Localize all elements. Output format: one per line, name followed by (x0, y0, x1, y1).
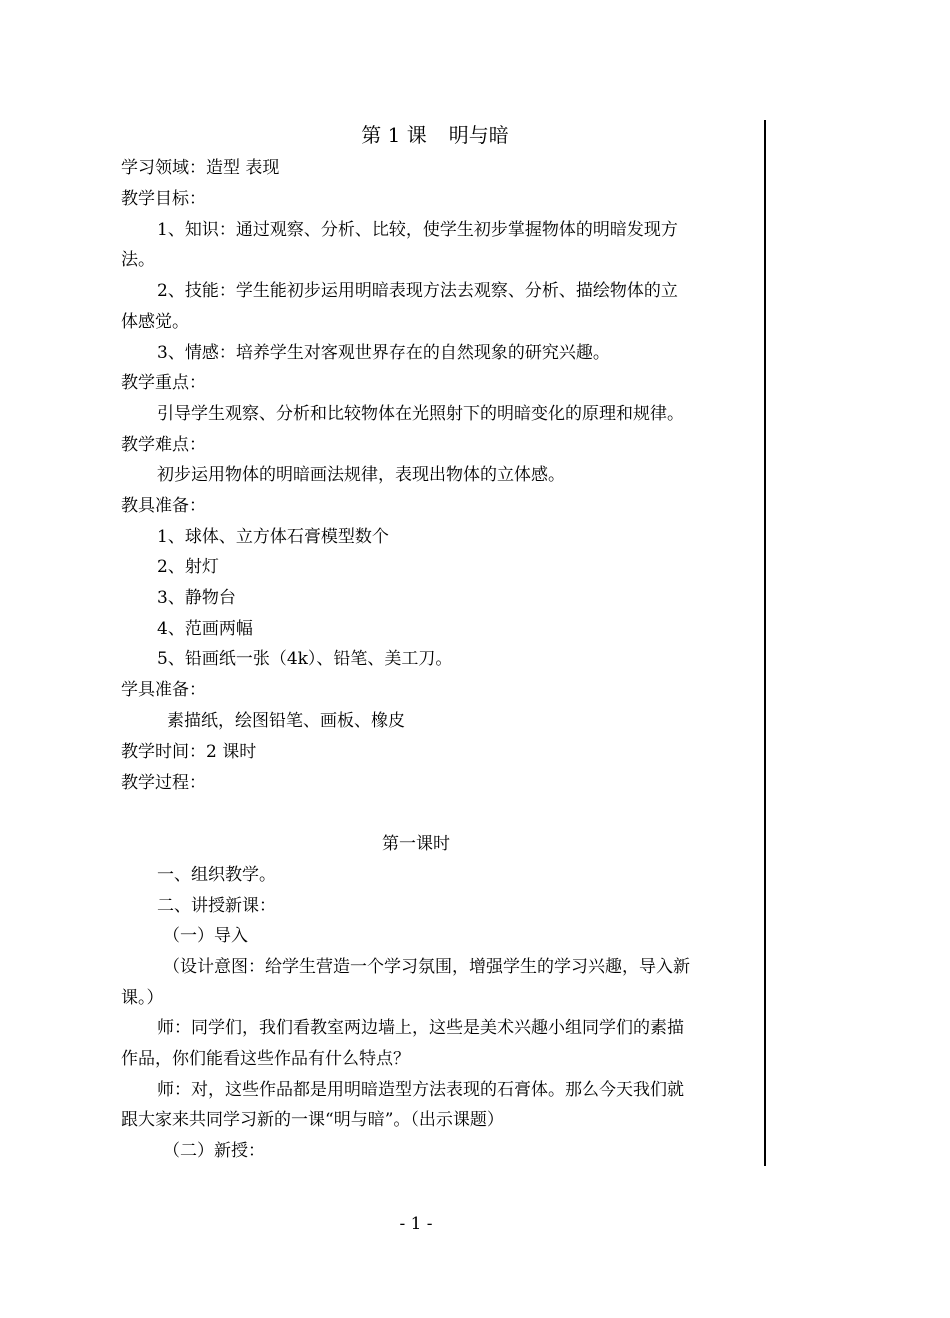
text-line: 跟大家来共同学习新的一课“明与暗”。（出示课题） (121, 1110, 504, 1130)
page-number: - 1 - (399, 1214, 433, 1234)
section-title: 第一课时 (382, 834, 450, 854)
text-line: （二）新授： (163, 1141, 265, 1161)
text-line: 师：对，这些作品都是用明暗造型方法表现的石膏体。那么今天我们就 (157, 1080, 684, 1100)
text-line: 教学过程： (121, 773, 206, 793)
text-line: 1、知识：通过观察、分析、比较，使学生初步掌握物体的明暗发现方 (157, 220, 678, 240)
lesson-number: 第 1 课 (361, 123, 427, 147)
text-line: 教具准备： (121, 496, 206, 516)
text-line: 3、情感：培养学生对客观世界存在的自然现象的研究兴趣。 (157, 343, 610, 363)
text-line: 3、静物台 (157, 588, 236, 608)
margin-rule (764, 120, 766, 1166)
text-line: 体感觉。 (121, 312, 189, 332)
text-line: 一、组织教学。 (157, 865, 276, 885)
text-line: 教学难点： (121, 435, 206, 455)
text-line: 学具准备： (121, 680, 206, 700)
text-line: 教学重点： (121, 373, 206, 393)
text-line: 二、讲授新课： (157, 896, 276, 916)
text-line: 作品，你们能看这些作品有什么特点？ (121, 1049, 410, 1069)
text-line: 1、球体、立方体石膏模型数个 (157, 527, 389, 547)
text-line: 2、技能：学生能初步运用明暗表现方法去观察、分析、描绘物体的立 (157, 281, 678, 301)
text-line: 2、射灯 (157, 557, 219, 577)
text-line: （设计意图：给学生营造一个学习氛围，增强学生的学习兴趣，导入新 (163, 957, 690, 977)
text-line: 教学目标： (121, 189, 206, 209)
text-line: 教学时间：2 课时 (121, 742, 257, 762)
lesson-title (0, 123, 870, 147)
text-line: （一）导入 (163, 926, 248, 946)
text-line: 5、铅画纸一张（4k）、铅笔、美工刀。 (157, 649, 453, 669)
text-line: 4、范画两幅 (157, 619, 253, 639)
text-line: 初步运用物体的明暗画法规律，表现出物体的立体感。 (157, 465, 565, 485)
text-line: 法。 (121, 250, 155, 270)
text-line: 师：同学们，我们看教室两边墙上，这些是美术兴趣小组同学们的素描 (157, 1018, 684, 1038)
text-line: 课。） (121, 988, 164, 1008)
text-line: 引导学生观察、分析和比较物体在光照射下的明暗变化的原理和规律。 (157, 404, 684, 424)
text-line: 素描纸，绘图铅笔、画板、橡皮 (167, 711, 405, 731)
text-line: 学习领域：造型 表现 (121, 158, 280, 178)
lesson-name: 明与暗 (448, 123, 509, 147)
